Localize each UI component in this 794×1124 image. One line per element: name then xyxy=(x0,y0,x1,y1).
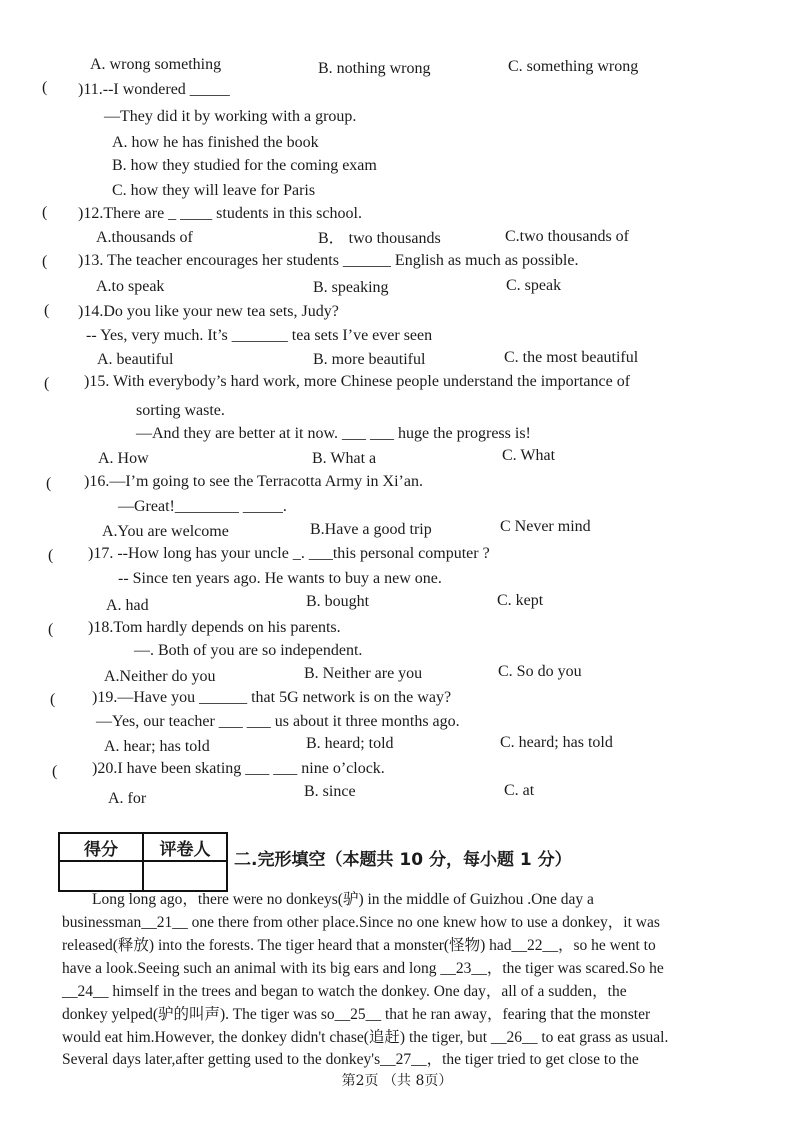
question-line: A.Neither do you xyxy=(104,668,216,685)
answer-bracket: ( xyxy=(48,547,54,564)
grader-label: 评卷人 xyxy=(143,833,227,861)
question-line: )12.There are _ ____ students in this school. xyxy=(78,205,362,222)
question-line: )20.I have been skating ___ ___ nine o’clock. xyxy=(92,760,385,777)
passage-line: __24__ himself in the trees and began to watch the donkey. One day，all of a sudden，the xyxy=(62,983,627,1000)
question-line: )18.Tom hardly depends on his parents. xyxy=(88,619,341,636)
score-cell[interactable] xyxy=(59,861,143,891)
question-line: B. nothing wrong xyxy=(318,60,431,77)
question-line: B. since xyxy=(304,783,356,800)
question-line: C. speak xyxy=(506,277,562,294)
question-line: )15. With everybody’s hard work, more Chinese people understand the importance of xyxy=(84,373,631,390)
question-line: C. heard; has told xyxy=(500,734,613,751)
question-line: A. had xyxy=(106,597,149,614)
question-line: A.thousands of xyxy=(96,229,193,246)
question-line: B. heard; told xyxy=(306,735,394,752)
question-line: —And they are better at it now. ___ ___ huge the progress is! xyxy=(136,425,531,442)
question-line: A.You are welcome xyxy=(102,523,229,540)
question-line: B. What a xyxy=(312,450,377,467)
answer-bracket: ( xyxy=(42,204,48,221)
question-line: -- Yes, very much. It’s _______ tea sets I’ve ever seen xyxy=(86,327,433,344)
answer-bracket: ( xyxy=(52,763,58,780)
passage-line: businessman__21__ one there from other place.Since no one knew how to use a donkey，it was xyxy=(62,914,660,931)
answer-bracket: ( xyxy=(50,691,56,708)
score-label: 得分 xyxy=(59,833,143,861)
question-line: B. Neither are you xyxy=(304,665,423,682)
score-table xyxy=(58,832,228,892)
question-line: )14.Do you like your new tea sets, Judy? xyxy=(78,303,339,320)
answer-bracket: ( xyxy=(42,253,48,270)
passage-line: have a look.Seeing such an animal with its big ears and long __23__，the tiger was scared.So he xyxy=(62,960,664,977)
question-line: B. bought xyxy=(306,593,370,610)
question-line: C Never mind xyxy=(500,518,591,535)
question-line: )19.—Have you ______ that 5G network is on the way? xyxy=(92,689,452,706)
question-line: A. hear; has told xyxy=(104,738,210,755)
grader-cell[interactable] xyxy=(143,861,227,891)
question-line: B. how they studied for the coming exam xyxy=(112,157,377,174)
question-line: B.Have a good trip xyxy=(310,521,432,538)
question-line: C.two thousands of xyxy=(505,228,629,245)
question-line: B． two thousands xyxy=(318,230,441,247)
question-line: )11.--I wondered _____ xyxy=(78,81,230,98)
question-line: —They did it by working with a group. xyxy=(104,108,357,125)
question-line: -- Since ten years ago. He wants to buy a new one. xyxy=(118,570,442,587)
section-title: 二.完形填空（本题共 10 分，每小题 1 分） xyxy=(234,850,572,870)
passage-line: Several days later,after getting used to the donkey's__27__，the tiger tried to get close to the xyxy=(62,1051,639,1068)
page-footer: 第2页 （共 8页） xyxy=(341,1073,453,1089)
answer-bracket: ( xyxy=(44,375,50,392)
question-line: C. how they will leave for Paris xyxy=(112,182,316,199)
question-line: A.to speak xyxy=(96,278,165,295)
question-line: C. at xyxy=(504,782,535,799)
question-line: C. What xyxy=(502,447,556,464)
question-line: B. more beautiful xyxy=(313,351,426,368)
question-line: A. how he has finished the book xyxy=(112,134,319,151)
question-line: )16.—I’m going to see the Terracotta Army in Xi’an. xyxy=(84,473,423,490)
passage-line: would eat him.However, the donkey didn't chase(追赶) the tiger, but __26__ to eat grass as usual. xyxy=(62,1029,669,1046)
question-line: A. beautiful xyxy=(97,351,174,368)
answer-bracket: ( xyxy=(46,475,52,492)
passage-line: Long long ago，there were no donkeys(驴) in the middle of Guizhou .One day a xyxy=(92,891,594,908)
question-line: C. kept xyxy=(497,592,544,609)
question-line: C. So do you xyxy=(498,663,582,680)
question-line: sorting waste. xyxy=(136,402,225,419)
answer-bracket: ( xyxy=(44,302,50,319)
answer-bracket: ( xyxy=(48,621,54,638)
question-line: )13. The teacher encourages her students ______ English as much as possible. xyxy=(78,252,579,269)
question-line: —Great!________ _____. xyxy=(118,498,287,515)
passage-line: donkey yelped(驴的叫声). The tiger was so__25__ that he ran away，fearing that the monster xyxy=(62,1006,651,1023)
answer-bracket: ( xyxy=(42,79,48,96)
question-line: A. How xyxy=(98,450,149,467)
question-line: )17. --How long has your uncle _. ___this personal computer ? xyxy=(88,545,490,562)
question-line: B. speaking xyxy=(313,279,389,296)
question-line: —Yes, our teacher ___ ___ us about it three months ago. xyxy=(96,713,460,730)
question-line: C. the most beautiful xyxy=(504,349,639,366)
question-line: A. wrong something xyxy=(90,56,222,73)
passage-line: released(释放) into the forests. The tiger heard that a monster(怪物) had__22__，so he went to xyxy=(62,937,656,954)
question-line: C. something wrong xyxy=(508,58,639,75)
question-line: —. Both of you are so independent. xyxy=(134,642,363,659)
question-line: A. for xyxy=(108,790,147,807)
